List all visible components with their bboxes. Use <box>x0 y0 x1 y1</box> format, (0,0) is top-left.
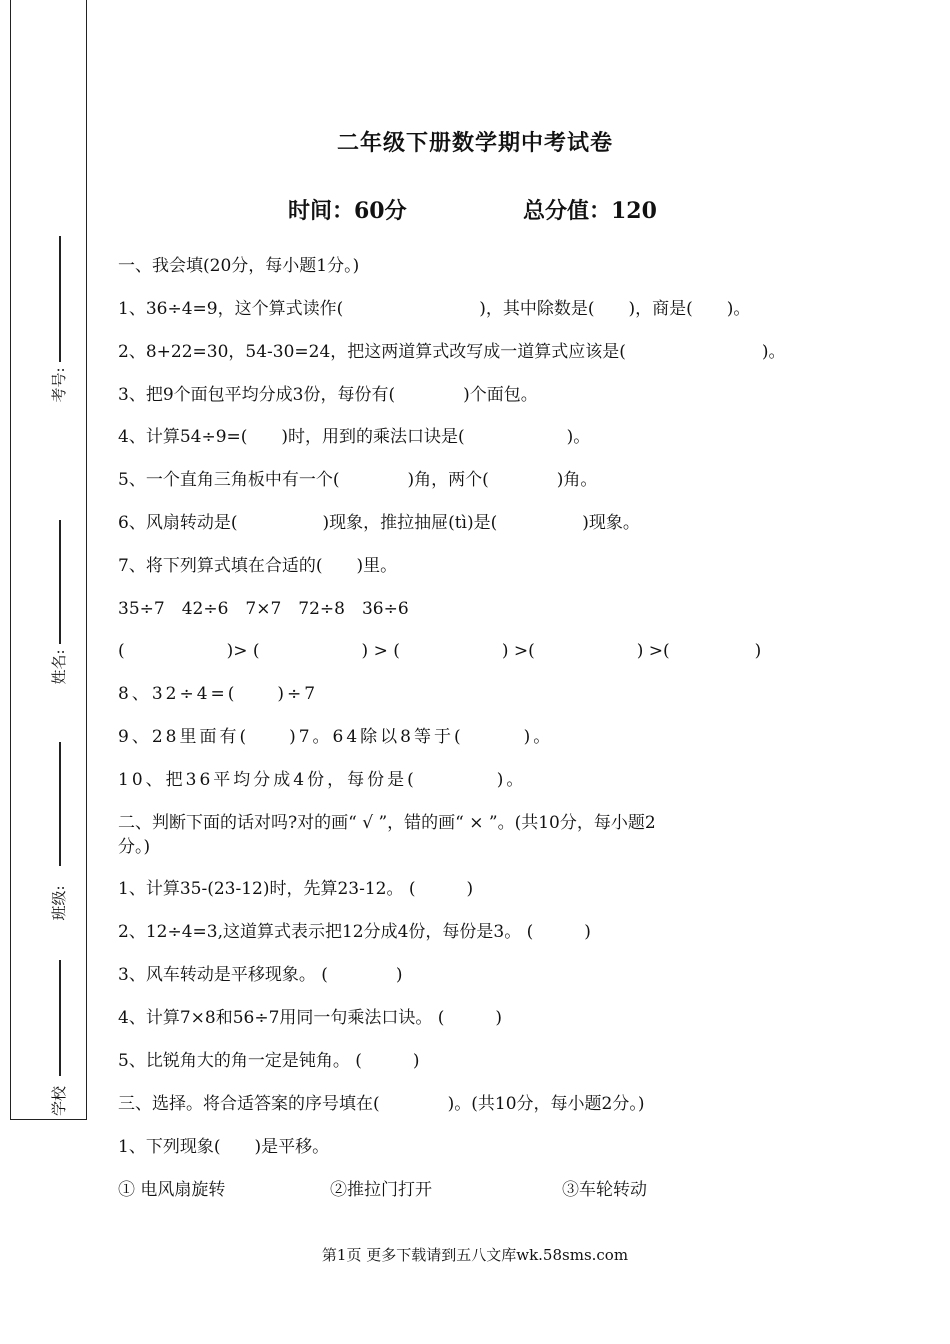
s1-question-8: 8、32÷4=( )÷7 <box>118 684 319 704</box>
s3-q1-option-3: ③车轮转动 <box>562 1180 647 1200</box>
class-line <box>59 742 61 866</box>
section3-heading: 三、选择。将合适答案的序号填在( )。(共10分，每小题2分。) <box>118 1094 645 1114</box>
s2-question-4: 4、计算7×8和56÷7用同一句乘法口诀。 ( ) <box>118 1008 503 1028</box>
binding-margin <box>10 0 87 1120</box>
exam-time: 时间：60分 <box>288 198 407 224</box>
s1-question-7-expressions: 35÷7 42÷6 7×7 72÷8 36÷6 <box>118 599 409 619</box>
s1-question-4: 4、计算54÷9=( )时，用到的乘法口诀是( )。 <box>118 427 591 447</box>
s1-question-9: 9、28里面有( )7。64除以8等于( )。 <box>118 727 554 747</box>
s1-question-10: 10、把36平均分成4份，每份是( )。 <box>118 770 527 790</box>
s2-question-3: 3、风车转动是平移现象。 ( ) <box>118 965 403 985</box>
s1-question-6: 6、风扇转动是( )现象，推拉抽屉(tì)是( )现象。 <box>118 513 640 533</box>
s1-question-5: 5、一个直角三角板中有一个( )角，两个( )角。 <box>118 470 598 490</box>
s1-question-1: 1、36÷4=9，这个算式读作( )，其中除数是( )，商是( )。 <box>118 299 751 319</box>
section1-heading: 一、我会填(20分，每小题1分。) <box>118 256 360 276</box>
total-score: 总分值：120 <box>523 198 657 224</box>
s2-question-1: 1、计算35-(23-12)时，先算23-12。 ( ) <box>118 879 474 899</box>
s3-q1-option-2: ②推拉门打开 <box>330 1180 432 1200</box>
name-line <box>59 520 61 644</box>
s3-q1-option-1: ① 电风扇旋转 <box>118 1180 226 1200</box>
s1-question-7-blanks: ( )> ( ) > ( ) >( ) >( ) <box>118 641 762 661</box>
class-label: 班级: <box>50 885 68 921</box>
school-line <box>59 960 61 1076</box>
exam-no-line <box>59 236 61 362</box>
s3-question-1: 1、下列现象( )是平移。 <box>118 1137 330 1157</box>
school-label: 学校 <box>50 1086 68 1117</box>
s2-question-2: 2、12÷4=3,这道算式表示把12分成4份，每份是3。 ( ) <box>118 922 591 942</box>
exam-no-label: 考号: <box>50 367 68 403</box>
s1-question-3: 3、把9个面包平均分成3份，每份有( )个面包。 <box>118 385 538 405</box>
s1-question-7: 7、将下列算式填在合适的( )里。 <box>118 556 398 576</box>
page-title: 二年级下册数学期中考试卷 <box>336 130 613 156</box>
s2-question-5: 5、比锐角大的角一定是钝角。 ( ) <box>118 1051 420 1071</box>
s1-question-2: 2、8+22=30，54-30=24，把这两道算式改写成一道算式应该是( )。 <box>118 342 786 362</box>
name-label: 姓名: <box>50 649 68 685</box>
section2-heading-line1: 二、判断下面的话对吗?对的画“ √ ”，错的画“ × ”。(共10分，每小题2 <box>118 813 656 833</box>
section2-heading-line2: 分。) <box>118 837 151 857</box>
page-footer: 第1页 更多下载请到五八文库wk.58sms.com <box>321 1246 629 1264</box>
